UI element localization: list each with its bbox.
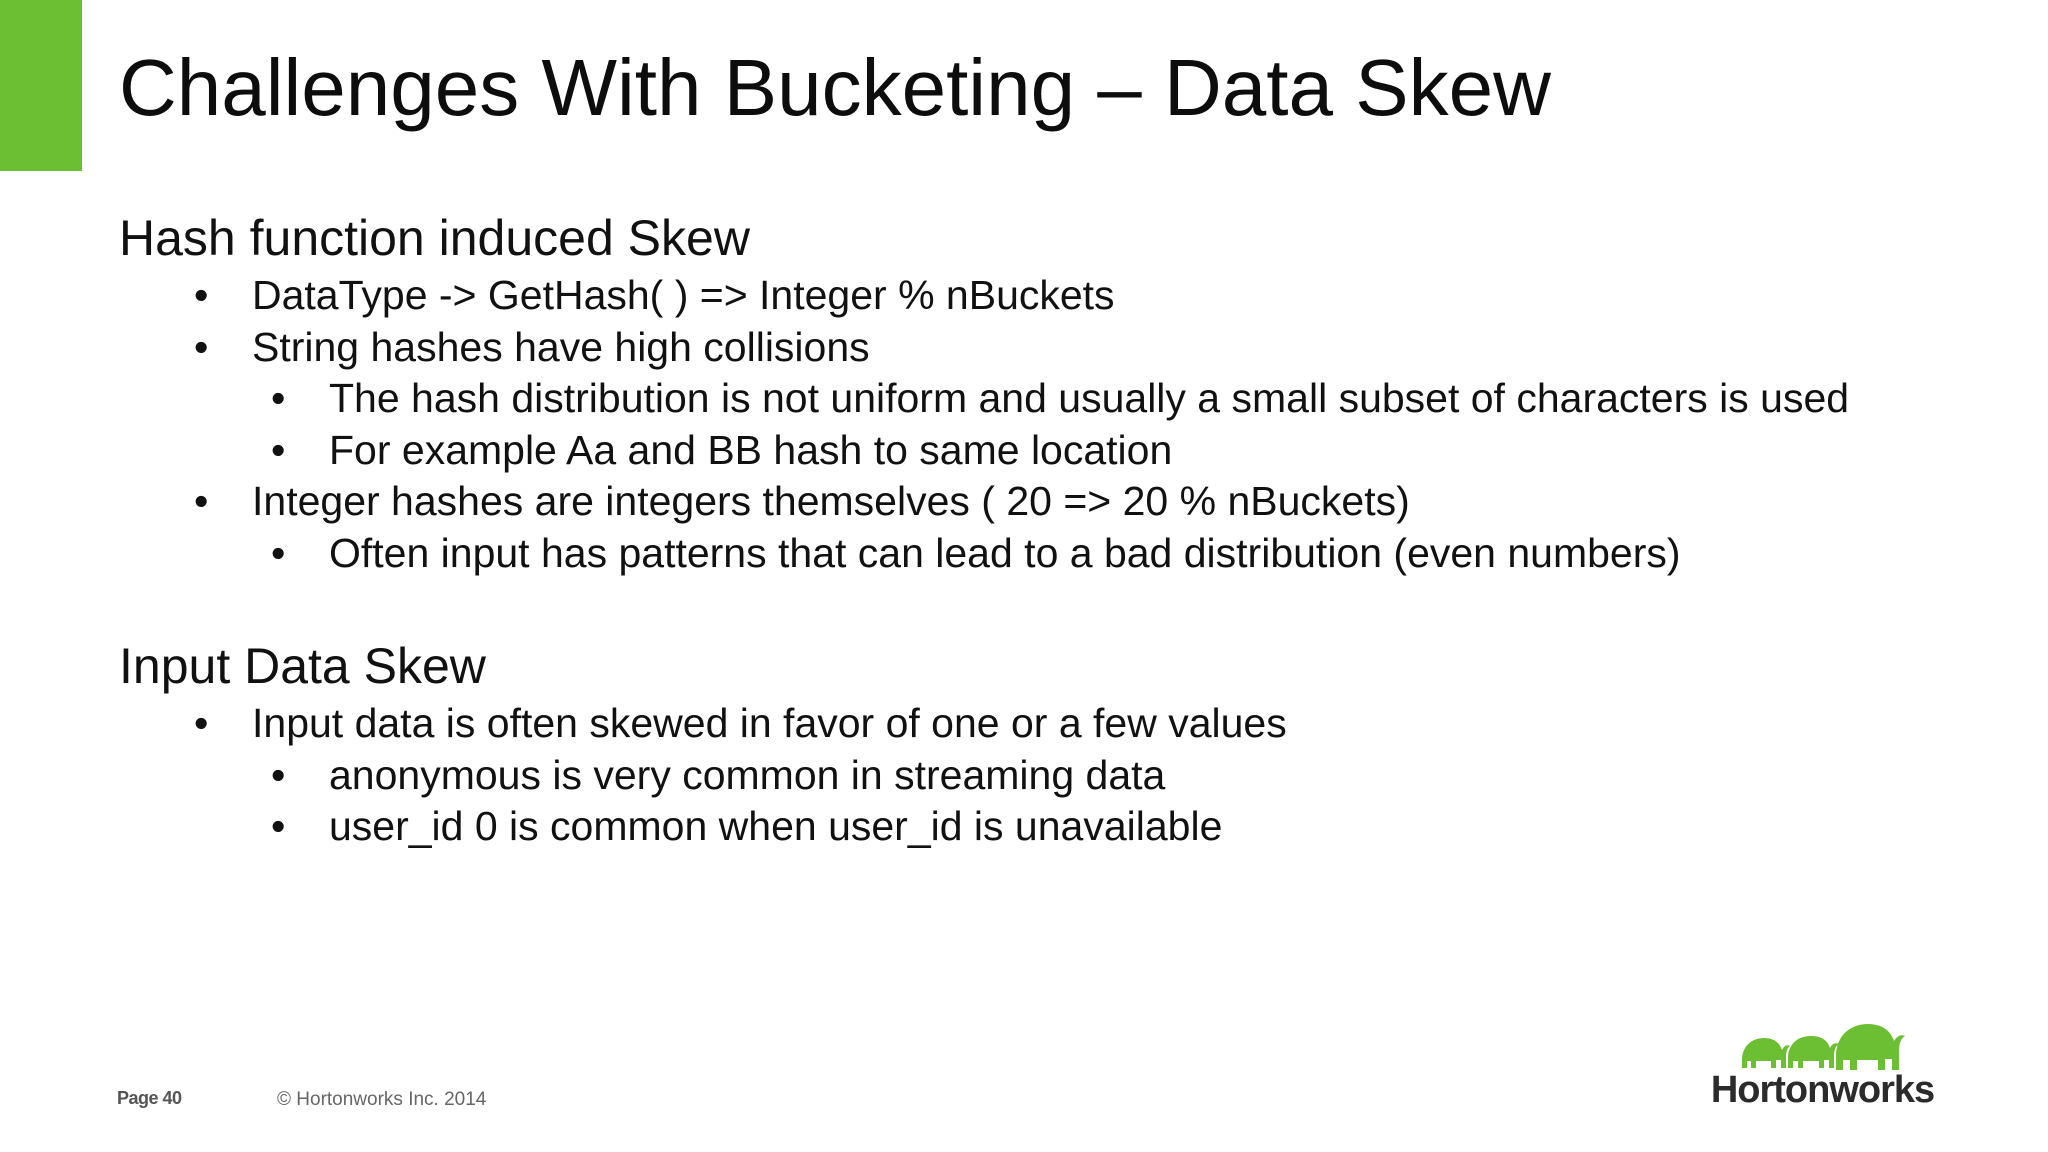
list-item: [119, 425, 2019, 477]
slide-title: Challenges With Bucketing – Data Skew: [119, 43, 1551, 132]
list-item: [119, 801, 2019, 853]
list-item-text: Often input has patterns that can lead to a bad distribution (even numbers): [329, 529, 1681, 576]
list-item-text: String hashes have high collisions: [252, 323, 870, 370]
hortonworks-logo: [1710, 1020, 1935, 1115]
list-item-text: For example Aa and BB hash to same location: [329, 426, 1173, 473]
section-heading: Hash function induced Skew: [119, 210, 750, 266]
list-item: [119, 373, 2019, 425]
list-item: [119, 322, 2019, 374]
bullet-glyph: •: [271, 529, 286, 576]
bullet-glyph: •: [194, 700, 209, 746]
bullet-list: [119, 698, 2019, 853]
page-number: Page 40: [117, 1088, 182, 1108]
list-item: [119, 476, 2019, 528]
list-item: [119, 698, 2019, 750]
list-item: [119, 528, 2019, 580]
bullet-glyph: •: [271, 426, 286, 473]
slide-content: [119, 206, 2019, 853]
bullet-glyph: •: [271, 803, 286, 849]
bullet-glyph: •: [271, 375, 286, 421]
bullet-list: [119, 270, 2019, 579]
copyright-notice: © Hortonworks Inc. 2014: [277, 1089, 487, 1110]
elephants-icon: [1740, 1020, 1905, 1072]
list-item: [119, 270, 2019, 322]
section-input-skew: [119, 634, 2019, 853]
section-heading: Input Data Skew: [119, 638, 486, 694]
bullet-glyph: •: [194, 323, 209, 370]
list-item-text: DataType -> GetHash( ) => Integer % nBuckets: [252, 272, 1115, 318]
accent-bar: [0, 0, 82, 171]
list-item-text: Input data is often skewed in favor of one or a few values: [252, 700, 1287, 746]
logo-wordmark: Hortonworks: [1710, 1069, 1935, 1111]
list-item-text: anonymous is very common in streaming data: [329, 751, 1166, 798]
bullet-glyph: •: [271, 751, 286, 798]
section-hash-skew: [119, 206, 2019, 579]
list-item-text: The hash distribution is not uniform and usually a small subset of characters is used: [329, 375, 1850, 421]
list-item: [119, 750, 2019, 802]
list-item-text: user_id 0 is common when user_id is unavailable: [329, 803, 1223, 849]
list-item-text: Integer hashes are integers themselves ( 20 => 20 % nBuckets): [252, 478, 1410, 524]
bullet-glyph: •: [194, 478, 209, 524]
bullet-glyph: •: [194, 272, 209, 318]
